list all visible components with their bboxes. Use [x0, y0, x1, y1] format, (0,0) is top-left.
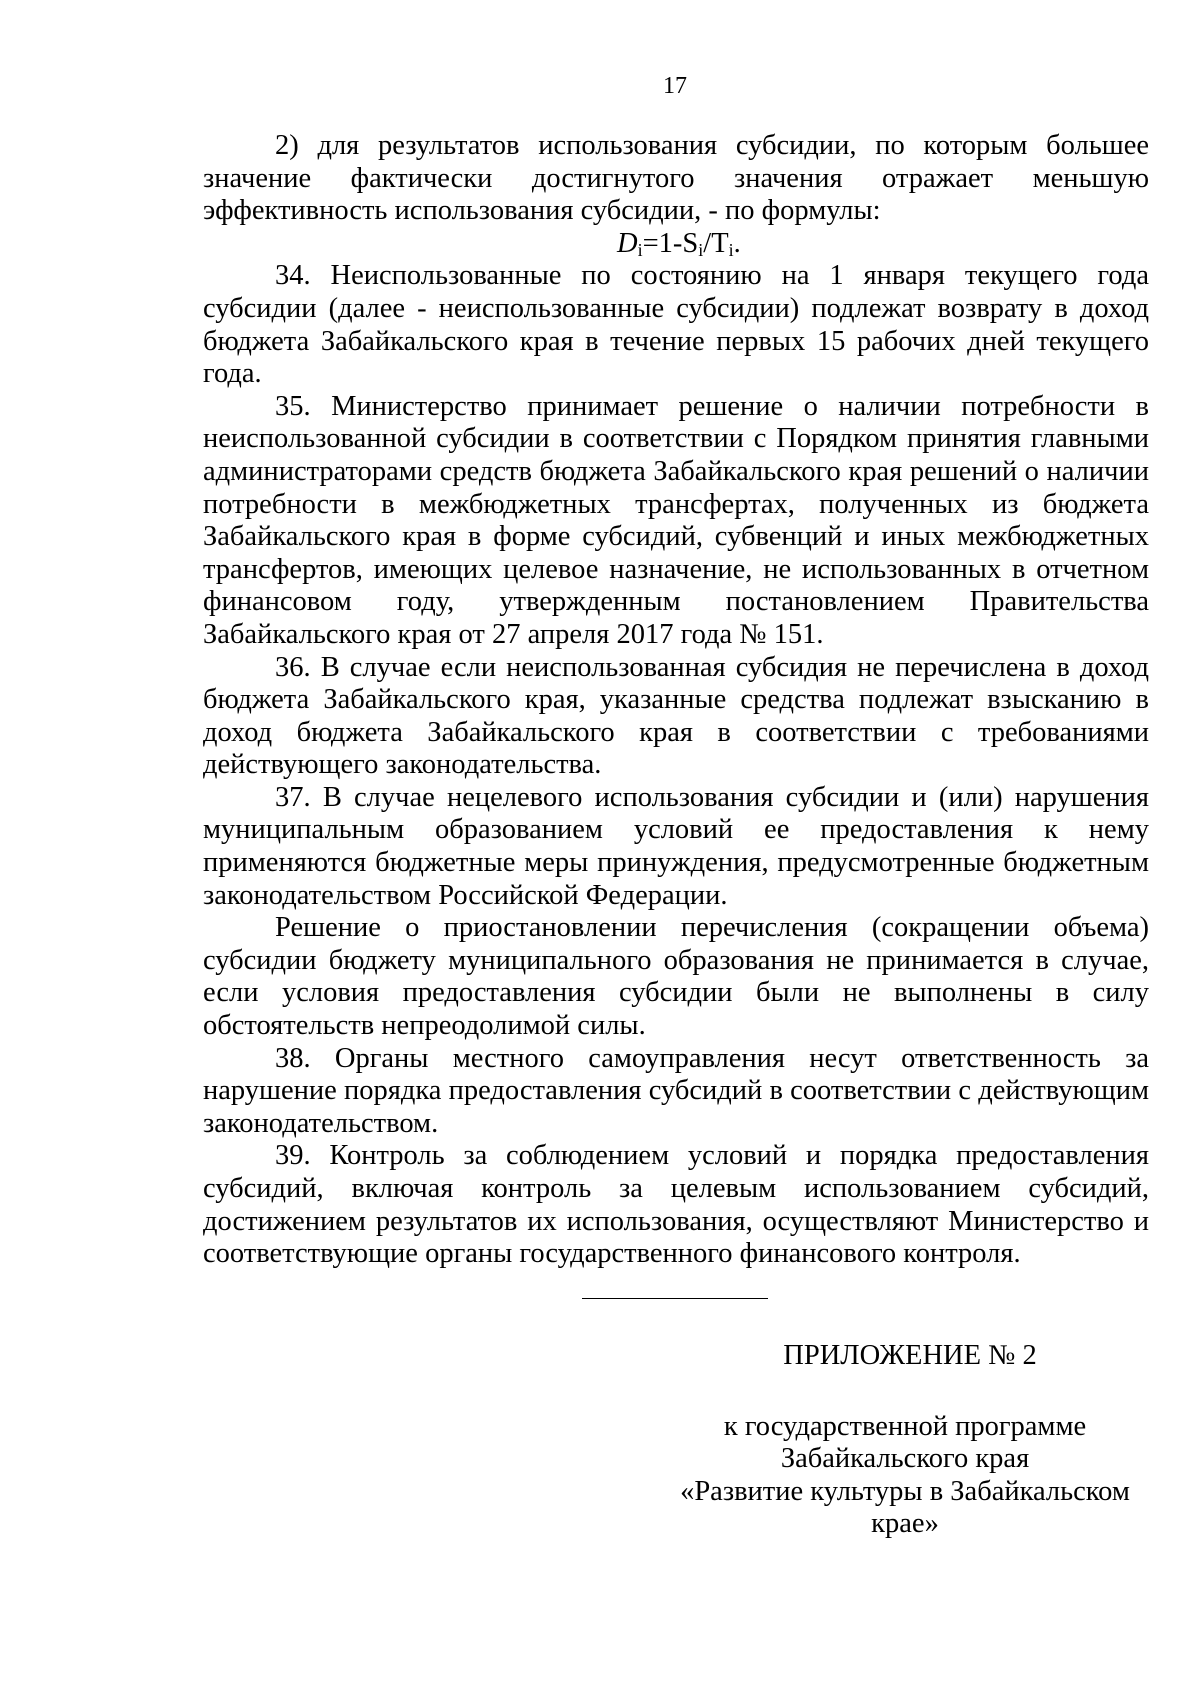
appendix-title: ПРИЛОЖЕНИЕ № 2	[783, 1340, 1037, 1371]
paragraph-35: 35. Министерство принимает решение о наличии потребности в неиспользованной субсидии в соответствии с Порядком принятия главными администраторами средств бюджета Забайкальского края решений о наличии потребности в межбюджетных трансфертах, полученных из бюджета Забайкальского края в форме субсидий, субвенций и иных межбюджетных трансфертов, имеющих целевое назначение, не использованных в отчетном финансовом году, утвержденным постановлением Правительства Забайкальского края от 27 апреля 2017 года № 151.	[203, 390, 1149, 650]
paragraph-37: 37. В случае нецелевого использования субсидии и (или) нарушения муниципальным образованием условий ее предоставления к нему применяются бюджетные меры принуждения, предусмотренные бюджетным законодательством Российской Федерации.	[203, 781, 1149, 911]
formula-sub-i: i	[698, 239, 704, 260]
paragraph-39: 39. Контроль за соблюдением условий и порядка предоставления субсидий, включая контроль за целевым использованием субсидий, достижением результатов их использования, осуществляют Министерство и соответствующие органы государственного финансового контроля.	[203, 1140, 1149, 1270]
paragraph-item-2: 2) для результатов использования субсидии, по которым большее значение фактически достигнутого значения отражает меньшую эффективность использования субсидии, - по формулы:	[203, 130, 1149, 227]
formula-sub-i: i	[728, 239, 734, 260]
formula-part: /T	[703, 227, 729, 259]
paragraph-34: 34. Неиспользованные по состоянию на 1 января текущего года субсидии (далее - неиспользованные субсидии) подлежат возврату в доход бюджета Забайкальского края в течение первых 15 рабочих дней текущего года.	[203, 260, 1149, 390]
appendix-line: «Развитие культуры в Забайкальском	[680, 1475, 1130, 1507]
section-divider	[582, 1298, 768, 1299]
appendix-line: крае»	[871, 1508, 939, 1540]
appendix-line: Забайкальского края	[780, 1443, 1030, 1475]
formula	[203, 228, 1149, 261]
formula-end: .	[733, 227, 741, 259]
formula-d: D	[617, 227, 638, 259]
paragraph-38: 38. Органы местного самоуправления несут ответственность за нарушение порядка предоставления субсидий в соответствии с действующим законодательством.	[203, 1042, 1149, 1139]
appendix-header	[640, 1340, 1170, 1541]
appendix-line: к государственной программе	[723, 1410, 1087, 1442]
document-body	[203, 130, 1149, 1271]
paragraph-37-decision: Решение о приостановлении перечисления (сокращении объема) субсидии бюджету муниципального образования не принимается в случае, если условия предоставления субсидии были не выполнены в силу обстоятельств непреодолимой силы.	[203, 912, 1149, 1042]
page-number: 17	[663, 73, 687, 99]
paragraph-36: 36. В случае если неиспользованная субсидия не перечислена в доход бюджета Забайкальского края, указанные средства подлежат взысканию в доход бюджета Забайкальского края в соответствии с требованиями действующего законодательства.	[203, 651, 1149, 781]
formula-part: =1-S	[642, 227, 699, 259]
formula-sub-i: i	[637, 239, 643, 260]
